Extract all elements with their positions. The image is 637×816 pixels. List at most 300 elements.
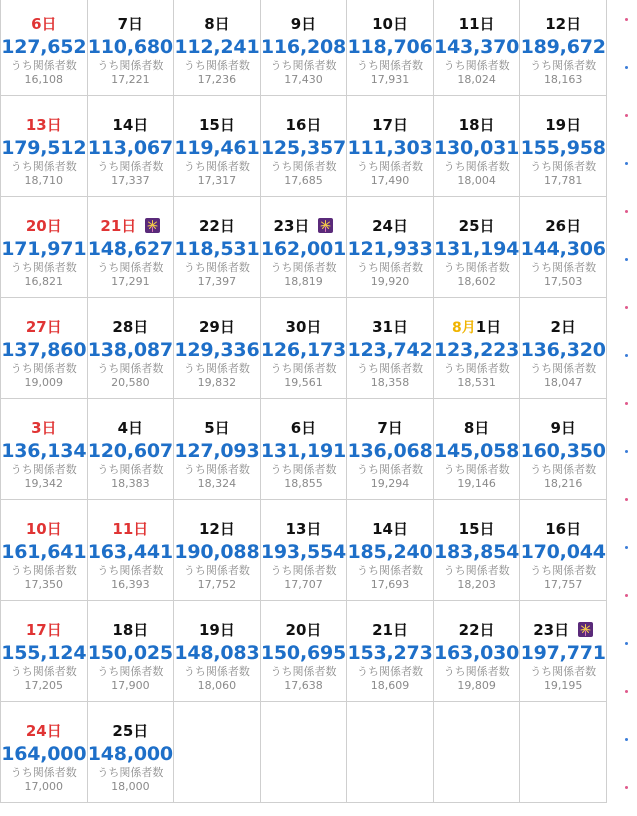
calendar-day-cell bbox=[260, 399, 347, 500]
calendar-day-cell bbox=[347, 197, 434, 298]
day-label bbox=[347, 419, 433, 438]
visitor-count: 143,370 bbox=[434, 36, 520, 58]
related-label: うち関係者数 bbox=[10, 463, 77, 476]
related-count: 18,060 bbox=[197, 679, 237, 692]
related-label: うち関係者数 bbox=[97, 59, 164, 72]
calendar-day-cell bbox=[520, 0, 607, 96]
day-label bbox=[520, 621, 606, 640]
related-count: 20,580 bbox=[111, 376, 150, 389]
related-count: 18,216 bbox=[543, 477, 583, 490]
visitor-count: 153,273 bbox=[347, 642, 433, 664]
visitor-count: 110,680 bbox=[87, 36, 173, 58]
calendar-day-cell bbox=[1, 96, 88, 197]
day-label bbox=[520, 419, 606, 438]
side-dot bbox=[625, 738, 628, 741]
day-number: 19日 bbox=[198, 621, 235, 639]
day-number: 30日 bbox=[285, 318, 322, 336]
related-label: うち関係者数 bbox=[357, 564, 424, 577]
day-label bbox=[261, 621, 347, 640]
visitor-count: 129,336 bbox=[174, 339, 260, 361]
related-count: 19,920 bbox=[370, 275, 410, 288]
calendar-day-cell bbox=[87, 0, 174, 96]
day-number: 26日 bbox=[545, 217, 582, 235]
calendar-week-row bbox=[1, 197, 607, 298]
day-number: 9日 bbox=[290, 15, 317, 33]
related-count: 17,752 bbox=[197, 578, 237, 591]
visitor-count: 148,627 bbox=[87, 238, 173, 260]
side-dot bbox=[625, 114, 628, 117]
related-count: 17,291 bbox=[111, 275, 150, 288]
visitor-count: 190,088 bbox=[174, 541, 260, 563]
day-label bbox=[434, 116, 520, 135]
visitor-count: 183,854 bbox=[434, 541, 520, 563]
related-label: うち関係者数 bbox=[270, 261, 337, 274]
calendar-day-cell bbox=[87, 197, 174, 298]
related-label: うち関係者数 bbox=[530, 665, 597, 678]
side-dot bbox=[625, 498, 628, 501]
related-label: うち関係者数 bbox=[183, 362, 250, 375]
related-label: うち関係者数 bbox=[443, 564, 510, 577]
related-label: うち関係者数 bbox=[270, 160, 337, 173]
day-number: 15日 bbox=[198, 116, 235, 134]
related-count: 18,000 bbox=[111, 780, 150, 793]
day-number: 6日 bbox=[290, 419, 317, 437]
calendar-day-cell bbox=[174, 399, 261, 500]
day-number: 14日 bbox=[372, 520, 408, 538]
calendar-day-cell bbox=[520, 298, 607, 399]
related-count: 17,350 bbox=[24, 578, 64, 591]
related-count: 19,342 bbox=[24, 477, 64, 490]
day-label bbox=[1, 15, 87, 34]
fireworks-icon bbox=[578, 622, 593, 637]
related-count: 17,397 bbox=[197, 275, 237, 288]
visitor-count: 145,058 bbox=[434, 440, 520, 462]
day-label bbox=[434, 621, 520, 640]
calendar-day-cell bbox=[433, 0, 520, 96]
calendar-day-cell bbox=[1, 197, 88, 298]
side-dot bbox=[625, 18, 628, 21]
visitor-count: 123,742 bbox=[347, 339, 433, 361]
calendar-day-cell bbox=[347, 298, 434, 399]
day-number: 6日 bbox=[31, 15, 57, 33]
related-count: 18,383 bbox=[111, 477, 150, 490]
related-count: 18,602 bbox=[457, 275, 496, 288]
day-number: 17日 bbox=[372, 116, 408, 134]
day-number: 3日 bbox=[31, 419, 57, 437]
calendar-day-cell bbox=[433, 197, 520, 298]
calendar-day-cell bbox=[1, 0, 88, 96]
visitor-count: 112,241 bbox=[174, 36, 260, 58]
visitor-count: 125,357 bbox=[260, 137, 347, 159]
visitor-count: 119,461 bbox=[174, 137, 260, 159]
day-label bbox=[261, 217, 347, 236]
calendar-day-cell bbox=[347, 500, 434, 601]
calendar-empty-cell bbox=[260, 702, 347, 803]
day-label bbox=[434, 318, 520, 337]
related-count: 17,781 bbox=[543, 174, 583, 187]
day-number: 11日 bbox=[458, 15, 495, 33]
day-label bbox=[174, 621, 260, 640]
calendar-day-cell bbox=[520, 500, 607, 601]
side-dot bbox=[625, 690, 628, 693]
day-label bbox=[1, 520, 87, 539]
day-label bbox=[520, 318, 606, 337]
related-label: うち関係者数 bbox=[270, 59, 337, 72]
day-number: 9日 bbox=[550, 419, 576, 437]
related-count: 17,205 bbox=[24, 679, 64, 692]
visitor-count: 193,554 bbox=[260, 541, 347, 563]
related-count: 18,609 bbox=[370, 679, 410, 692]
related-label: うち関係者数 bbox=[530, 59, 597, 72]
calendar-empty-cell bbox=[520, 702, 607, 803]
related-label: うち関係者数 bbox=[183, 160, 250, 173]
related-count: 17,430 bbox=[284, 73, 323, 86]
calendar-day-cell bbox=[260, 500, 347, 601]
related-label: うち関係者数 bbox=[270, 463, 337, 476]
day-number: 29日 bbox=[198, 318, 235, 336]
related-label: うち関係者数 bbox=[270, 564, 337, 577]
calendar-empty-cell bbox=[347, 702, 434, 803]
related-count: 17,221 bbox=[111, 73, 150, 86]
calendar-day-cell bbox=[520, 601, 607, 702]
day-number: 13日 bbox=[285, 520, 322, 538]
related-label: うち関係者数 bbox=[357, 160, 424, 173]
day-label bbox=[261, 520, 347, 539]
visitor-count: 150,025 bbox=[87, 642, 173, 664]
calendar-day-cell bbox=[433, 96, 520, 197]
calendar-week-row bbox=[1, 702, 607, 803]
day-label bbox=[1, 419, 87, 438]
day-number: 2日 bbox=[550, 318, 576, 336]
calendar-week-row bbox=[1, 399, 607, 500]
day-number: 14日 bbox=[112, 116, 149, 134]
visitor-count: 160,350 bbox=[520, 440, 606, 462]
day-label bbox=[434, 15, 520, 34]
calendar-week-row bbox=[1, 601, 607, 702]
visitor-count: 138,087 bbox=[87, 339, 173, 361]
related-label: うち関係者数 bbox=[183, 463, 250, 476]
related-count: 18,358 bbox=[370, 376, 410, 389]
related-label: うち関係者数 bbox=[183, 261, 250, 274]
day-number: 19日 bbox=[545, 116, 582, 134]
calendar-day-cell bbox=[433, 601, 520, 702]
day-label bbox=[174, 520, 260, 539]
related-count: 17,757 bbox=[543, 578, 583, 591]
day-label bbox=[261, 318, 347, 337]
related-count: 16,821 bbox=[24, 275, 64, 288]
related-count: 18,324 bbox=[197, 477, 237, 490]
calendar-week-row bbox=[1, 298, 607, 399]
visitor-count: 148,083 bbox=[174, 642, 260, 664]
month-marker: 8月 bbox=[452, 320, 476, 336]
day-number: 18日 bbox=[458, 116, 495, 134]
related-label: うち関係者数 bbox=[10, 362, 77, 375]
day-number: 20日 bbox=[25, 217, 62, 235]
visitor-count: 126,173 bbox=[260, 339, 347, 361]
related-count: 19,195 bbox=[543, 679, 583, 692]
related-label: うち関係者数 bbox=[183, 564, 250, 577]
side-dot-decoration bbox=[625, 0, 631, 816]
visitor-count: 121,933 bbox=[347, 238, 433, 260]
day-number: 28日 bbox=[112, 318, 149, 336]
side-dot bbox=[625, 306, 628, 309]
related-label: うち関係者数 bbox=[183, 59, 250, 72]
side-dot bbox=[625, 402, 628, 405]
calendar-day-cell bbox=[1, 601, 88, 702]
day-number: 17日 bbox=[25, 621, 62, 639]
visitor-count: 136,068 bbox=[347, 440, 433, 462]
day-number: 24日 bbox=[25, 722, 62, 740]
day-number: 24日 bbox=[372, 217, 408, 235]
visitor-count: 136,320 bbox=[520, 339, 606, 361]
visitor-count: 131,194 bbox=[434, 238, 520, 260]
day-number: 20日 bbox=[285, 621, 322, 639]
day-number: 10日 bbox=[25, 520, 62, 538]
calendar-week-row bbox=[1, 96, 607, 197]
visitor-count: 185,240 bbox=[347, 541, 433, 563]
calendar-day-cell bbox=[260, 298, 347, 399]
related-label: うち関係者数 bbox=[443, 59, 510, 72]
day-label bbox=[520, 217, 606, 236]
related-label: うち関係者数 bbox=[270, 665, 337, 678]
calendar-day-cell bbox=[87, 96, 174, 197]
visitor-count: 127,652 bbox=[1, 36, 87, 58]
day-number: 7日 bbox=[377, 419, 403, 437]
day-label bbox=[1, 217, 87, 236]
day-label bbox=[174, 419, 260, 438]
day-number: 12日 bbox=[545, 15, 582, 33]
related-count: 16,393 bbox=[111, 578, 150, 591]
visitor-count: 197,771 bbox=[520, 642, 606, 664]
related-count: 17,236 bbox=[197, 73, 237, 86]
side-dot bbox=[625, 258, 628, 261]
day-number: 5日 bbox=[204, 419, 230, 437]
day-label bbox=[520, 520, 606, 539]
calendar-week-row bbox=[1, 500, 607, 601]
day-number: 22日 bbox=[198, 217, 235, 235]
day-number: 16日 bbox=[545, 520, 582, 538]
calendar-empty-cell bbox=[174, 702, 261, 803]
related-count: 18,024 bbox=[457, 73, 496, 86]
day-label bbox=[1, 318, 87, 337]
day-label bbox=[434, 520, 520, 539]
calendar-day-cell bbox=[1, 399, 88, 500]
visitor-count: 111,303 bbox=[347, 137, 433, 159]
visitor-count: 136,134 bbox=[1, 440, 87, 462]
calendar-day-cell bbox=[174, 96, 261, 197]
related-count: 17,638 bbox=[284, 679, 323, 692]
calendar-day-cell bbox=[1, 298, 88, 399]
related-label: うち関係者数 bbox=[270, 362, 337, 375]
calendar-week-row bbox=[1, 0, 607, 96]
calendar-day-cell bbox=[87, 399, 174, 500]
visitor-count: 179,512 bbox=[1, 137, 87, 159]
related-label: うち関係者数 bbox=[183, 665, 250, 678]
related-label: うち関係者数 bbox=[97, 766, 164, 779]
calendar-day-cell bbox=[174, 601, 261, 702]
related-count: 19,809 bbox=[457, 679, 496, 692]
calendar-day-cell bbox=[433, 399, 520, 500]
day-number: 18日 bbox=[112, 621, 149, 639]
day-label bbox=[347, 116, 433, 135]
visitor-count: 189,672 bbox=[520, 36, 606, 58]
related-label: うち関係者数 bbox=[10, 766, 77, 779]
calendar-day-cell bbox=[87, 702, 174, 803]
related-label: うち関係者数 bbox=[443, 463, 510, 476]
day-number: 8日 bbox=[463, 419, 490, 437]
related-label: うち関係者数 bbox=[443, 362, 510, 375]
related-count: 18,004 bbox=[457, 174, 496, 187]
day-number: 7日 bbox=[117, 15, 144, 33]
related-label: うち関係者数 bbox=[357, 261, 424, 274]
day-number: 13日 bbox=[25, 116, 62, 134]
visitor-count: 127,093 bbox=[174, 440, 260, 462]
calendar-day-cell bbox=[87, 601, 174, 702]
visitor-count: 137,860 bbox=[1, 339, 87, 361]
visitor-count: 155,124 bbox=[1, 642, 87, 664]
related-label: うち関係者数 bbox=[97, 160, 164, 173]
day-number: 8日 bbox=[204, 15, 230, 33]
related-label: うち関係者数 bbox=[357, 463, 424, 476]
visitor-count: 170,044 bbox=[520, 541, 606, 563]
related-count: 17,490 bbox=[370, 174, 410, 187]
day-label bbox=[88, 621, 174, 640]
visitor-count: 120,607 bbox=[87, 440, 173, 462]
visitor-count: 148,000 bbox=[87, 743, 173, 765]
day-label bbox=[520, 116, 606, 135]
visitor-count: 130,031 bbox=[434, 137, 520, 159]
day-label bbox=[434, 419, 520, 438]
related-count: 17,337 bbox=[111, 174, 150, 187]
day-number: 23日 bbox=[273, 217, 310, 235]
day-number: 31日 bbox=[372, 318, 408, 336]
calendar-day-cell bbox=[1, 500, 88, 601]
day-label bbox=[1, 116, 87, 135]
day-label bbox=[347, 318, 433, 337]
visitor-count: 155,958 bbox=[520, 137, 606, 159]
day-label bbox=[88, 419, 174, 438]
fireworks-icon bbox=[318, 218, 333, 233]
related-count: 19,009 bbox=[24, 376, 64, 389]
day-number: 25日 bbox=[458, 217, 495, 235]
related-label: うち関係者数 bbox=[97, 261, 164, 274]
day-label bbox=[88, 217, 174, 236]
related-count: 17,000 bbox=[24, 780, 64, 793]
related-label: うち関係者数 bbox=[530, 564, 597, 577]
calendar-day-cell bbox=[347, 601, 434, 702]
related-count: 17,707 bbox=[284, 578, 323, 591]
day-number: 27日 bbox=[25, 318, 62, 336]
day-label bbox=[434, 217, 520, 236]
day-label bbox=[261, 116, 347, 135]
calendar-day-cell bbox=[520, 197, 607, 298]
related-label: うち関係者数 bbox=[357, 362, 424, 375]
day-number: 22日 bbox=[458, 621, 495, 639]
related-label: うち関係者数 bbox=[443, 261, 510, 274]
related-label: うち関係者数 bbox=[530, 463, 597, 476]
related-label: うち関係者数 bbox=[10, 564, 77, 577]
related-count: 18,531 bbox=[457, 376, 496, 389]
day-number: 10日 bbox=[372, 15, 408, 33]
day-number: 23日 bbox=[533, 621, 570, 639]
calendar-day-cell bbox=[87, 500, 174, 601]
related-count: 16,108 bbox=[24, 73, 64, 86]
calendar-day-cell bbox=[174, 197, 261, 298]
visitor-count: 116,208 bbox=[260, 36, 347, 58]
day-number: 12日 bbox=[198, 520, 235, 538]
day-label bbox=[88, 318, 174, 337]
calendar-day-cell bbox=[174, 500, 261, 601]
related-label: うち関係者数 bbox=[97, 463, 164, 476]
related-label: うち関係者数 bbox=[97, 564, 164, 577]
day-number: 21日 bbox=[372, 621, 408, 639]
related-count: 17,931 bbox=[370, 73, 410, 86]
day-label bbox=[88, 15, 174, 34]
related-label: うち関係者数 bbox=[357, 59, 424, 72]
related-count: 18,710 bbox=[24, 174, 64, 187]
side-dot bbox=[625, 594, 628, 597]
side-dot bbox=[625, 786, 628, 789]
related-count: 17,685 bbox=[284, 174, 323, 187]
calendar-day-cell bbox=[260, 0, 347, 96]
day-number: 1日 bbox=[475, 318, 502, 336]
related-label: うち関係者数 bbox=[97, 362, 164, 375]
visitor-count: 118,706 bbox=[347, 36, 433, 58]
visitor-count: 162,001 bbox=[260, 238, 347, 260]
fireworks-icon bbox=[145, 218, 160, 233]
day-label bbox=[347, 15, 433, 34]
related-label: うち関係者数 bbox=[530, 362, 597, 375]
day-number: 16日 bbox=[285, 116, 322, 134]
calendar-day-cell bbox=[347, 96, 434, 197]
calendar-day-cell bbox=[260, 197, 347, 298]
visitor-count: 161,641 bbox=[1, 541, 87, 563]
side-dot bbox=[625, 162, 628, 165]
related-label: うち関係者数 bbox=[443, 665, 510, 678]
day-label bbox=[261, 15, 347, 34]
day-number: 11日 bbox=[112, 520, 149, 538]
calendar-day-cell bbox=[347, 399, 434, 500]
day-label bbox=[88, 520, 174, 539]
day-label bbox=[1, 621, 87, 640]
related-count: 17,503 bbox=[543, 275, 583, 288]
related-count: 17,693 bbox=[370, 578, 410, 591]
related-count: 17,317 bbox=[197, 174, 237, 187]
side-dot bbox=[625, 642, 628, 645]
calendar-day-cell bbox=[174, 298, 261, 399]
day-label bbox=[174, 15, 260, 34]
visitor-count: 118,531 bbox=[174, 238, 260, 260]
related-label: うち関係者数 bbox=[10, 665, 77, 678]
side-dot bbox=[625, 210, 628, 213]
day-number: 4日 bbox=[117, 419, 144, 437]
calendar-day-cell bbox=[87, 298, 174, 399]
day-label bbox=[174, 318, 260, 337]
calendar-day-cell bbox=[520, 96, 607, 197]
related-label: うち関係者数 bbox=[443, 160, 510, 173]
calendar-day-cell bbox=[433, 500, 520, 601]
visitor-count: 150,695 bbox=[260, 642, 347, 664]
calendar-day-cell bbox=[174, 0, 261, 96]
visitor-count: 144,306 bbox=[520, 238, 606, 260]
related-label: うち関係者数 bbox=[530, 160, 597, 173]
day-label bbox=[88, 116, 174, 135]
side-dot bbox=[625, 546, 628, 549]
related-count: 19,294 bbox=[370, 477, 410, 490]
related-label: うち関係者数 bbox=[10, 59, 77, 72]
visitor-count: 163,441 bbox=[87, 541, 173, 563]
calendar-day-cell bbox=[347, 0, 434, 96]
